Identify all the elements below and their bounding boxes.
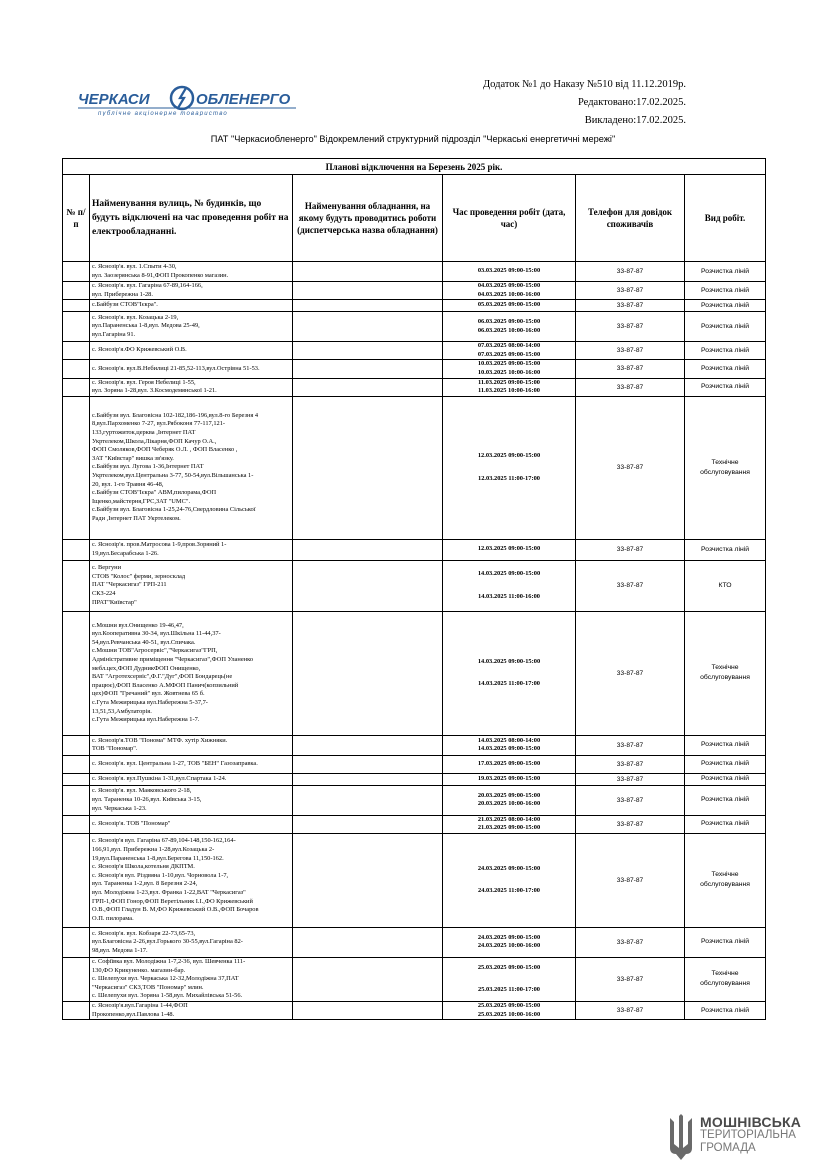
time-cell [443,342,576,360]
row-number-cell [63,360,90,378]
time-cell [443,735,576,755]
time-slot: 25.03.2025 11:00-17:00 [478,986,540,994]
table-row [63,396,766,539]
row-number-cell [63,262,90,282]
organization-line: ПАТ "Черкасиобленерго" Відокремлений структурний підрозділ "Черкаські енергетичні мережі" [210,134,616,144]
equipment-cell [293,539,443,560]
time-slot: 21.03.2025 09:00-15:00 [477,824,541,832]
table-row [63,957,766,1001]
community-name-line2: ТЕРИТОРІАЛЬНА [700,1129,796,1141]
table-row [63,262,766,282]
phone-cell: 33-87-87 [576,1001,685,1019]
work-type-cell: Технічне обслуговування [685,957,766,1001]
work-type-cell: Розчистка ліній [685,342,766,360]
time-slot: 07.03.2025 08:00-14:00 [477,342,541,350]
column-header-phone: Телефон для довідок споживачів [576,175,685,262]
company-logo-icon [78,84,298,116]
address-cell: с. Яснозір'я. вул. Героя Небелиці 1-55, вул. Зоряна 1-28,вул. З.Космодемянської 1-21. [90,378,293,396]
time-cell [443,378,576,396]
equipment-cell [293,735,443,755]
row-number-cell [63,1001,90,1019]
table-row [63,1001,766,1019]
address-cell: с.Байбузи вул. Благовісна 102-182,186-196,вул.8-го Березня 4 8,вул.Пархоменко 7-27, вул.Рябоконя 77-117,121- 133,гуртожиток,церква ,Інтернет ПАТ Укртелеком,Школа,Лікарня,ФОП Качур О.А., ФОП Смоляков,ФОП Чеберяк О.Л. , ФОП Власенко , ЗАТ "Київстар" вишка зв'язку. с.Байбузи вул. Лугова 1-36,Інтернет ПАТ Укртелеком,вул.Центральна 3-77, 50-54,вул.Вільшанська 1- 20, вул. 1-го Травня 46-48, с.Байбузи СТОВ"Ієкра" АВМ,пилорама,ФОП Іщенко,майстерня,ГРС,ЗАТ "UMC". с.Байбузи вул. Благовісна 1-25,24-76,Свердловина Сільської Ради ,Інтернет ПАТ Укртелеком. [90,396,293,539]
row-number-cell [63,755,90,773]
time-slot: 12.03.2025 09:00-15:00 [477,545,541,553]
equipment-cell [293,957,443,1001]
time-slot: 20.03.2025 10:00-16:00 [477,800,541,808]
phone-cell: 33-87-87 [576,735,685,755]
equipment-cell [293,396,443,539]
work-type-cell: Розчистка ліній [685,539,766,560]
time-slot: 14.03.2025 11:00-17:00 [478,680,540,688]
phone-cell: 33-87-87 [576,539,685,560]
table-row [63,300,766,312]
equipment-cell [293,611,443,735]
table-row [63,560,766,611]
time-cell [443,1001,576,1019]
address-cell: с. Яснозір'я. вул.Пушкіна 1-31,вул.Спартака 1-24. [90,773,293,785]
column-header-number: № п/п [63,175,90,262]
row-number-cell [63,539,90,560]
work-type-cell: КТО [685,560,766,611]
time-slot: 25.03.2025 09:00-15:00 [477,1001,541,1009]
address-cell: с. Яснозір'я. вул. Гагаріна 67-89,164-166, вул. Прибережна 1-28. [90,282,293,300]
community-name-line3: ГРОМАДА [700,1142,756,1154]
address-cell: с.Мошни вул.Онищенко 19-46,47, вул.Кооперативна 30-34, вул.Шкільна 11-44,37- 54,вул.Ревчанська 40-51, вул.Спичака. с.Мошни ТОВ"Агросервіс","Черкасигаз"ГРП, Адміністративне приміщення "Черкасигаз",ФОП Уланенко мебл.цех,ФОП ДудникФОП Онищенко, ВАТ "Агротехсервіс",Ф.Г."Дуг",ФОП Бондарець(не працює),ФОП Власенко А.МФОП Панич(копзильний цех)ФОП "Гречаний" вул. Жовтнева 65 б. с.Гута Межирицька вул.Набережна 5-37,7- 13,51,53,Амбулаторія. с.Гута Межирицька вул.Набережна 1-7. [90,611,293,735]
community-name-line1: МОШНІВСЬКА [700,1114,802,1130]
time-slot: 06.03.2025 10:00-16:00 [477,326,541,334]
logo-left-text: ЧЕРКАСИ [78,91,150,108]
address-cell: с. Яснозір'я.ТОВ "Понома" МТФ. хутір Хижняки. ТОВ "Пономар". [90,735,293,755]
equipment-cell [293,927,443,957]
time-cell [443,785,576,815]
address-cell: с. Яснозір'я. вул. Маяковського 2-18, вул. Тараненка 10-26,вул. Київська 3-15, вул. Черкаська 1-23. [90,785,293,815]
equipment-cell [293,378,443,396]
table-title-row [63,159,766,175]
address-cell: с.Байбузи СТОВ"Ієкра". [90,300,293,312]
work-type-cell: Розчистка ліній [685,300,766,312]
table-title: Планові відключення на Березень 2025 рік. [63,159,766,175]
table-row [63,815,766,833]
table-row [63,342,766,360]
time-cell [443,815,576,833]
equipment-cell [293,833,443,927]
time-cell [443,396,576,539]
document-header [386,76,686,130]
equipment-cell [293,282,443,300]
work-type-cell: Розчистка ліній [685,378,766,396]
address-cell: с. Яснозір'я. вул. Центральна 1-27, ТОВ "БЕН" Газозаправка. [90,755,293,773]
time-cell [443,755,576,773]
address-cell: с. Софіївка вул. Молодіжна 1-7,2-36, вул. Шевченка 111- 130,ФО Крикуненко. магазин-бар. с. Шелепухи вул. Черкаська 12-32,Молодіжна 37,ПАТ "Черкасигаз" СКЗ,ТОВ "Пономар" млин. с. Шелепухи вул. Зоряна 1-58,вул. Михайлівська 51-56. [90,957,293,1001]
table-row [63,735,766,755]
work-type-cell: Розчистка ліній [685,755,766,773]
time-slot: 05.03.2025 09:00-15:00 [477,301,541,309]
row-number-cell [63,927,90,957]
address-cell: с. Яснозір'я.вул.Гагаріна 1-44,ФОП Прокопенко,вул.Павлова 1-48. [90,1001,293,1019]
phone-cell: 33-87-87 [576,815,685,833]
row-number-cell [63,957,90,1001]
equipment-cell [293,262,443,282]
row-number-cell [63,833,90,927]
time-slot: 14.03.2025 09:00-15:00 [477,570,541,578]
table-row [63,755,766,773]
order-reference: Додаток №1 до Наказу №510 від 11.12.2019р. [483,79,686,90]
time-slot: 06.03.2025 09:00-15:00 [477,318,541,326]
work-type-cell: Розчистка ліній [685,282,766,300]
time-cell [443,927,576,957]
phone-cell: 33-87-87 [576,262,685,282]
work-type-cell: Розчистка ліній [685,927,766,957]
phone-cell: 33-87-87 [576,282,685,300]
time-slot: 25.03.2025 09:00-15:00 [477,963,541,971]
time-cell [443,611,576,735]
row-number-cell [63,560,90,611]
table-row [63,312,766,342]
row-number-cell [63,300,90,312]
work-type-cell: Технічне обслуговування [685,396,766,539]
time-slot: 14.03.2025 08:00-14:00 [477,736,541,744]
equipment-cell [293,785,443,815]
row-number-cell [63,785,90,815]
logo-right-text: ОБЛЕНЕРГО [196,91,291,108]
equipment-cell [293,1001,443,1019]
column-header-time: Час проведення робіт (дата, час) [443,175,576,262]
phone-cell: 33-87-87 [576,611,685,735]
company-logo [78,84,298,116]
time-slot: 14.03.2025 11:00-16:00 [478,592,540,600]
time-slot: 21.03.2025 08:00-14:00 [477,815,541,823]
time-slot: 24.03.2025 10:00-16:00 [477,942,541,950]
table-row [63,785,766,815]
row-number-cell [63,342,90,360]
time-cell [443,300,576,312]
edited-date: Редактовано:17.02.2025. [577,97,686,108]
time-slot: 07.03.2025 09:00-15:00 [477,350,541,358]
table-row [63,927,766,957]
time-cell [443,833,576,927]
phone-cell: 33-87-87 [576,360,685,378]
row-number-cell [63,396,90,539]
table-header-row [63,175,766,262]
phone-cell: 33-87-87 [576,312,685,342]
address-cell: с. Яснозір'я. вул.В.Небилиці 21-85,52-113,вул.Острівна 51-53. [90,360,293,378]
address-cell: с. Яснозір'я. вул. Козацька 2-19, вул.Параненська 1-8,вул. Медова 25-49, вул.Гагаріна 91. [90,312,293,342]
phone-cell: 33-87-87 [576,755,685,773]
row-number-cell [63,611,90,735]
time-slot: 14.03.2025 09:00-15:00 [477,745,541,753]
address-cell: с. Яснозір'я. вул. 1.Спыти 4-30, вул. Заозерянська 8-91,ФОП Прокопенко магазин. [90,262,293,282]
row-number-cell [63,773,90,785]
time-slot: 10.03.2025 09:00-15:00 [477,360,541,368]
phone-cell: 33-87-87 [576,342,685,360]
phone-cell: 33-87-87 [576,300,685,312]
time-slot: 20.03.2025 09:00-15:00 [477,791,541,799]
work-type-cell: Розчистка ліній [685,785,766,815]
published-date: Викладено:17.02.2025. [584,115,686,126]
time-slot: 17.03.2025 09:00-15:00 [477,759,541,767]
time-slot: 24.03.2025 09:00-15:00 [477,864,541,872]
address-cell: с. Яснозір'я. пров.Матросова 1-9,пров.Зоряний 1- 19,вул.Бесарабська 1-26. [90,539,293,560]
work-type-cell: Розчистка ліній [685,312,766,342]
row-number-cell [63,815,90,833]
time-cell [443,957,576,1001]
phone-cell: 33-87-87 [576,957,685,1001]
work-type-cell: Розчистка ліній [685,262,766,282]
time-slot: 24.03.2025 11:00-17:00 [478,887,540,895]
table-row [63,611,766,735]
phone-cell: 33-87-87 [576,378,685,396]
equipment-cell [293,815,443,833]
work-type-cell: Розчистка ліній [685,360,766,378]
equipment-cell [293,773,443,785]
time-slot: 11.03.2025 10:00-16:00 [478,387,540,395]
phone-cell: 33-87-87 [576,773,685,785]
equipment-cell [293,560,443,611]
community-name [700,1116,801,1155]
time-cell [443,560,576,611]
phone-cell: 33-87-87 [576,560,685,611]
work-type-cell: Розчистка ліній [685,773,766,785]
address-cell: с. Яснозір'я. вул. Кобзаря 22-73,65-73, вул.Благовісна 2-26,вул.Горького 30-55,вул.Гагаріна 82- 98,вул. Медова 1-17. [90,927,293,957]
time-cell [443,360,576,378]
time-cell [443,539,576,560]
work-type-cell: Розчистка ліній [685,1001,766,1019]
time-slot: 11.03.2025 09:00-15:00 [478,378,540,386]
column-header-work-type: Вид робіт. [685,175,766,262]
work-type-cell: Технічне обслуговування [685,611,766,735]
work-type-cell: Технічне обслуговування [685,833,766,927]
logo-subtitle: публічне акціонерне товариство [98,111,228,116]
row-number-cell [63,312,90,342]
phone-cell: 33-87-87 [576,396,685,539]
table-row [63,378,766,396]
work-type-cell: Розчистка ліній [685,735,766,755]
phone-cell: 33-87-87 [576,833,685,927]
time-cell [443,312,576,342]
time-slot: 24.03.2025 09:00-15:00 [477,933,541,941]
time-slot: 10.03.2025 10:00-16:00 [477,368,541,376]
time-slot: 25.03.2025 10:00-16:00 [477,1010,541,1018]
time-slot: 04.03.2025 10:00-16:00 [477,290,541,298]
time-slot: 12.03.2025 11:00-17:00 [478,474,540,482]
outage-schedule-table [62,158,766,1020]
equipment-cell [293,312,443,342]
table-row [63,282,766,300]
time-cell [443,262,576,282]
address-cell: с. Яснозір'я.ФО Крижевський О.В. [90,342,293,360]
time-cell [443,282,576,300]
equipment-cell [293,342,443,360]
table-row [63,833,766,927]
phone-cell: 33-87-87 [576,785,685,815]
work-type-cell: Розчистка ліній [685,815,766,833]
column-header-address: Найменування вулиць, № будинків, що будуть відключені на час проведення робіт на електрообладнанні. [90,175,293,262]
row-number-cell [63,282,90,300]
time-slot: 03.03.2025 09:00-15:00 [477,267,541,275]
row-number-cell [63,735,90,755]
trident-icon [666,1114,696,1162]
table-row [63,539,766,560]
row-number-cell [63,378,90,396]
time-cell [443,773,576,785]
address-cell: с. Яснозір'я. ТОВ "Пономар" [90,815,293,833]
address-cell: с. Яснозір'я вул. Гагаріна 67-89,104-148,150-162,164- 166,91,вул. Прибережна 1-28,вул.Козацька 2- 19,вул.Параненська 1-8,вул.Берегова 11,150-162. с. Яснозір'я Школа,котельня ДКПТМ. с. Яснозір'я вул. Різдвяна 1-10,вул. Чорновола 1-7, вул. Тараненка 1-2,вул. 8 Березня 2-24, вул. Молодіжна 1-23,вул. Франка 1-22,ВАТ "Черкасигаз" ГРП-1,ФОП Гонор,ФОП Веретільник І.І.,ФО Крижевський О.В.,ФОП Гладун В. М,ФО Крижевський О.В.,ФОП Бочаров О.П. пилорама. [90,833,293,927]
time-slot: 04.03.2025 09:00-15:00 [477,282,541,289]
column-header-equipment: Найменування обладнання, на якому будуть проводитись роботи (диспетчерська назва обладнання) [293,175,443,262]
equipment-cell [293,755,443,773]
equipment-cell [293,360,443,378]
time-slot: 12.03.2025 09:00-15:00 [477,452,541,460]
table-row [63,773,766,785]
phone-cell: 33-87-87 [576,927,685,957]
equipment-cell [293,300,443,312]
address-cell: с. Вергуни СТОВ "Колос" ферми, зерносклад ПАТ "Черкасигаз" ГРП-211 СКЗ-224 ПРАТ"Київстар" [90,560,293,611]
time-slot: 14.03.2025 09:00-15:00 [477,657,541,665]
time-slot: 19.03.2025 09:00-15:00 [477,774,541,782]
table-row [63,360,766,378]
